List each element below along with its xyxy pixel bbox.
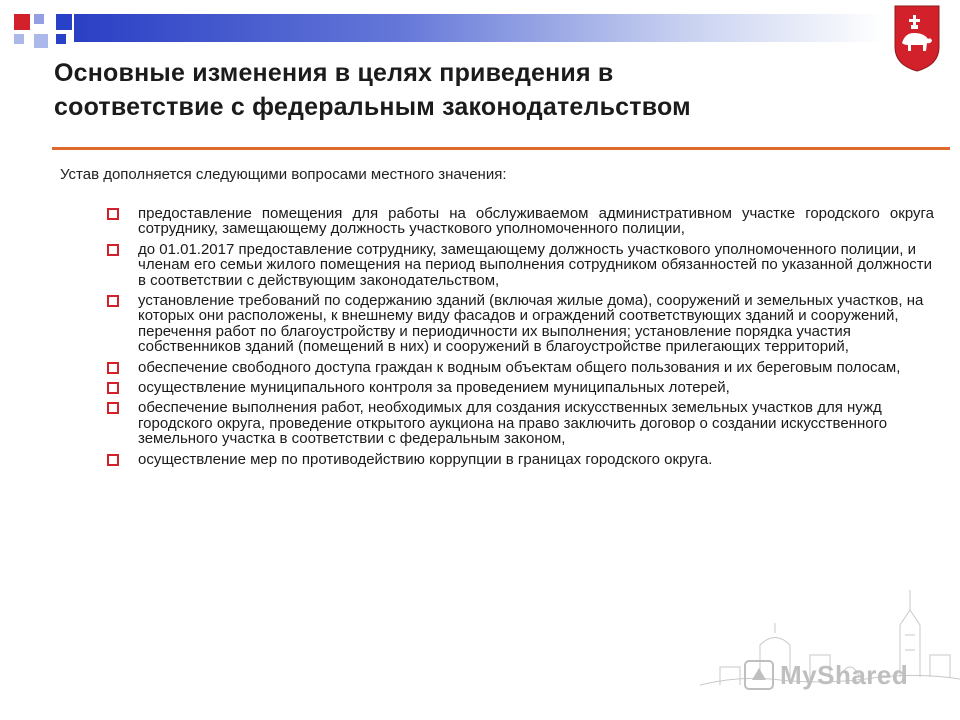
header-gradient-bar xyxy=(74,14,884,42)
list-item xyxy=(106,400,934,446)
hollow-square-bullet-icon xyxy=(107,402,119,414)
list-item-text: до 01.01.2017 предоставление сотруднику, замещающему должность участкового уполномоченного полиции, и членам его семьи жилого помещения на период выполнения сотрудником обязанностей по указанной должности в соответствии с действующим законодательством, xyxy=(138,240,933,289)
list-item-text: предоставление помещения для работы на обслуживаемом административном участке городского округа сотруднику, замещающему должность участкового уполномоченного полиции, xyxy=(138,205,934,238)
list-item xyxy=(106,293,934,355)
items-list xyxy=(106,206,934,472)
myshared-logo-icon xyxy=(744,660,774,690)
title-line-2: соответствие с федеральным законодательством xyxy=(54,93,691,121)
hollow-square-bullet-icon xyxy=(107,295,119,307)
page-title xyxy=(54,56,874,124)
watermark-text: MyShared xyxy=(780,660,909,690)
deco-square-blue-3 xyxy=(56,34,66,44)
hollow-square-bullet-icon xyxy=(107,454,119,466)
list-item-text: обеспечение свободного доступа граждан к водным объектам общего пользования и их береговым полосам, xyxy=(138,358,901,376)
title-divider xyxy=(52,147,950,150)
list-item-text: осуществление муниципального контроля за проведением муниципальных лотерей, xyxy=(138,379,730,397)
deco-square-red xyxy=(14,14,30,30)
perm-bear-crest-icon xyxy=(892,3,942,73)
list-item-text: осуществление мер по противодействию коррупции в границах городского округа. xyxy=(138,450,713,468)
list-item xyxy=(106,452,934,467)
list-item xyxy=(106,242,934,288)
hollow-square-bullet-icon xyxy=(107,382,119,394)
list-item-text: обеспечение выполнения работ, необходимых для создания искусственных земельных участков для нужд городского округа, проведение открытого аукциона на право заключить договор о создании искусственного земельного участка в соответствии с федеральным законом, xyxy=(138,399,888,448)
list-item-text: установление требований по содержанию зданий (включая жилые дома), сооружений и земельных участков, на которых они расположены, к внешнему виду фасадов и ограждений соответствующих зданий и сооружений, перечення работ по благоустройству и периодичности их выполнения; установление порядка участия собственников зданий (помещений в них) и сооружений в благоустройстве прилегающих территорий, xyxy=(138,292,924,356)
deco-square-light-2 xyxy=(14,34,24,44)
deco-square-blue-2 xyxy=(34,14,44,24)
city-skyline-sketch xyxy=(700,585,960,720)
hollow-square-bullet-icon xyxy=(107,208,119,220)
hollow-square-bullet-icon xyxy=(107,244,119,256)
list-item xyxy=(106,360,934,375)
title-line-1: Основные изменения в целях приведения в xyxy=(54,59,614,87)
deco-square-blue xyxy=(56,14,72,30)
intro-text: Устав дополняется следующими вопросами местного значения: xyxy=(60,166,507,183)
deco-square-light xyxy=(34,34,48,48)
hollow-square-bullet-icon xyxy=(107,362,119,374)
list-item xyxy=(106,206,934,237)
list-item xyxy=(106,380,934,395)
